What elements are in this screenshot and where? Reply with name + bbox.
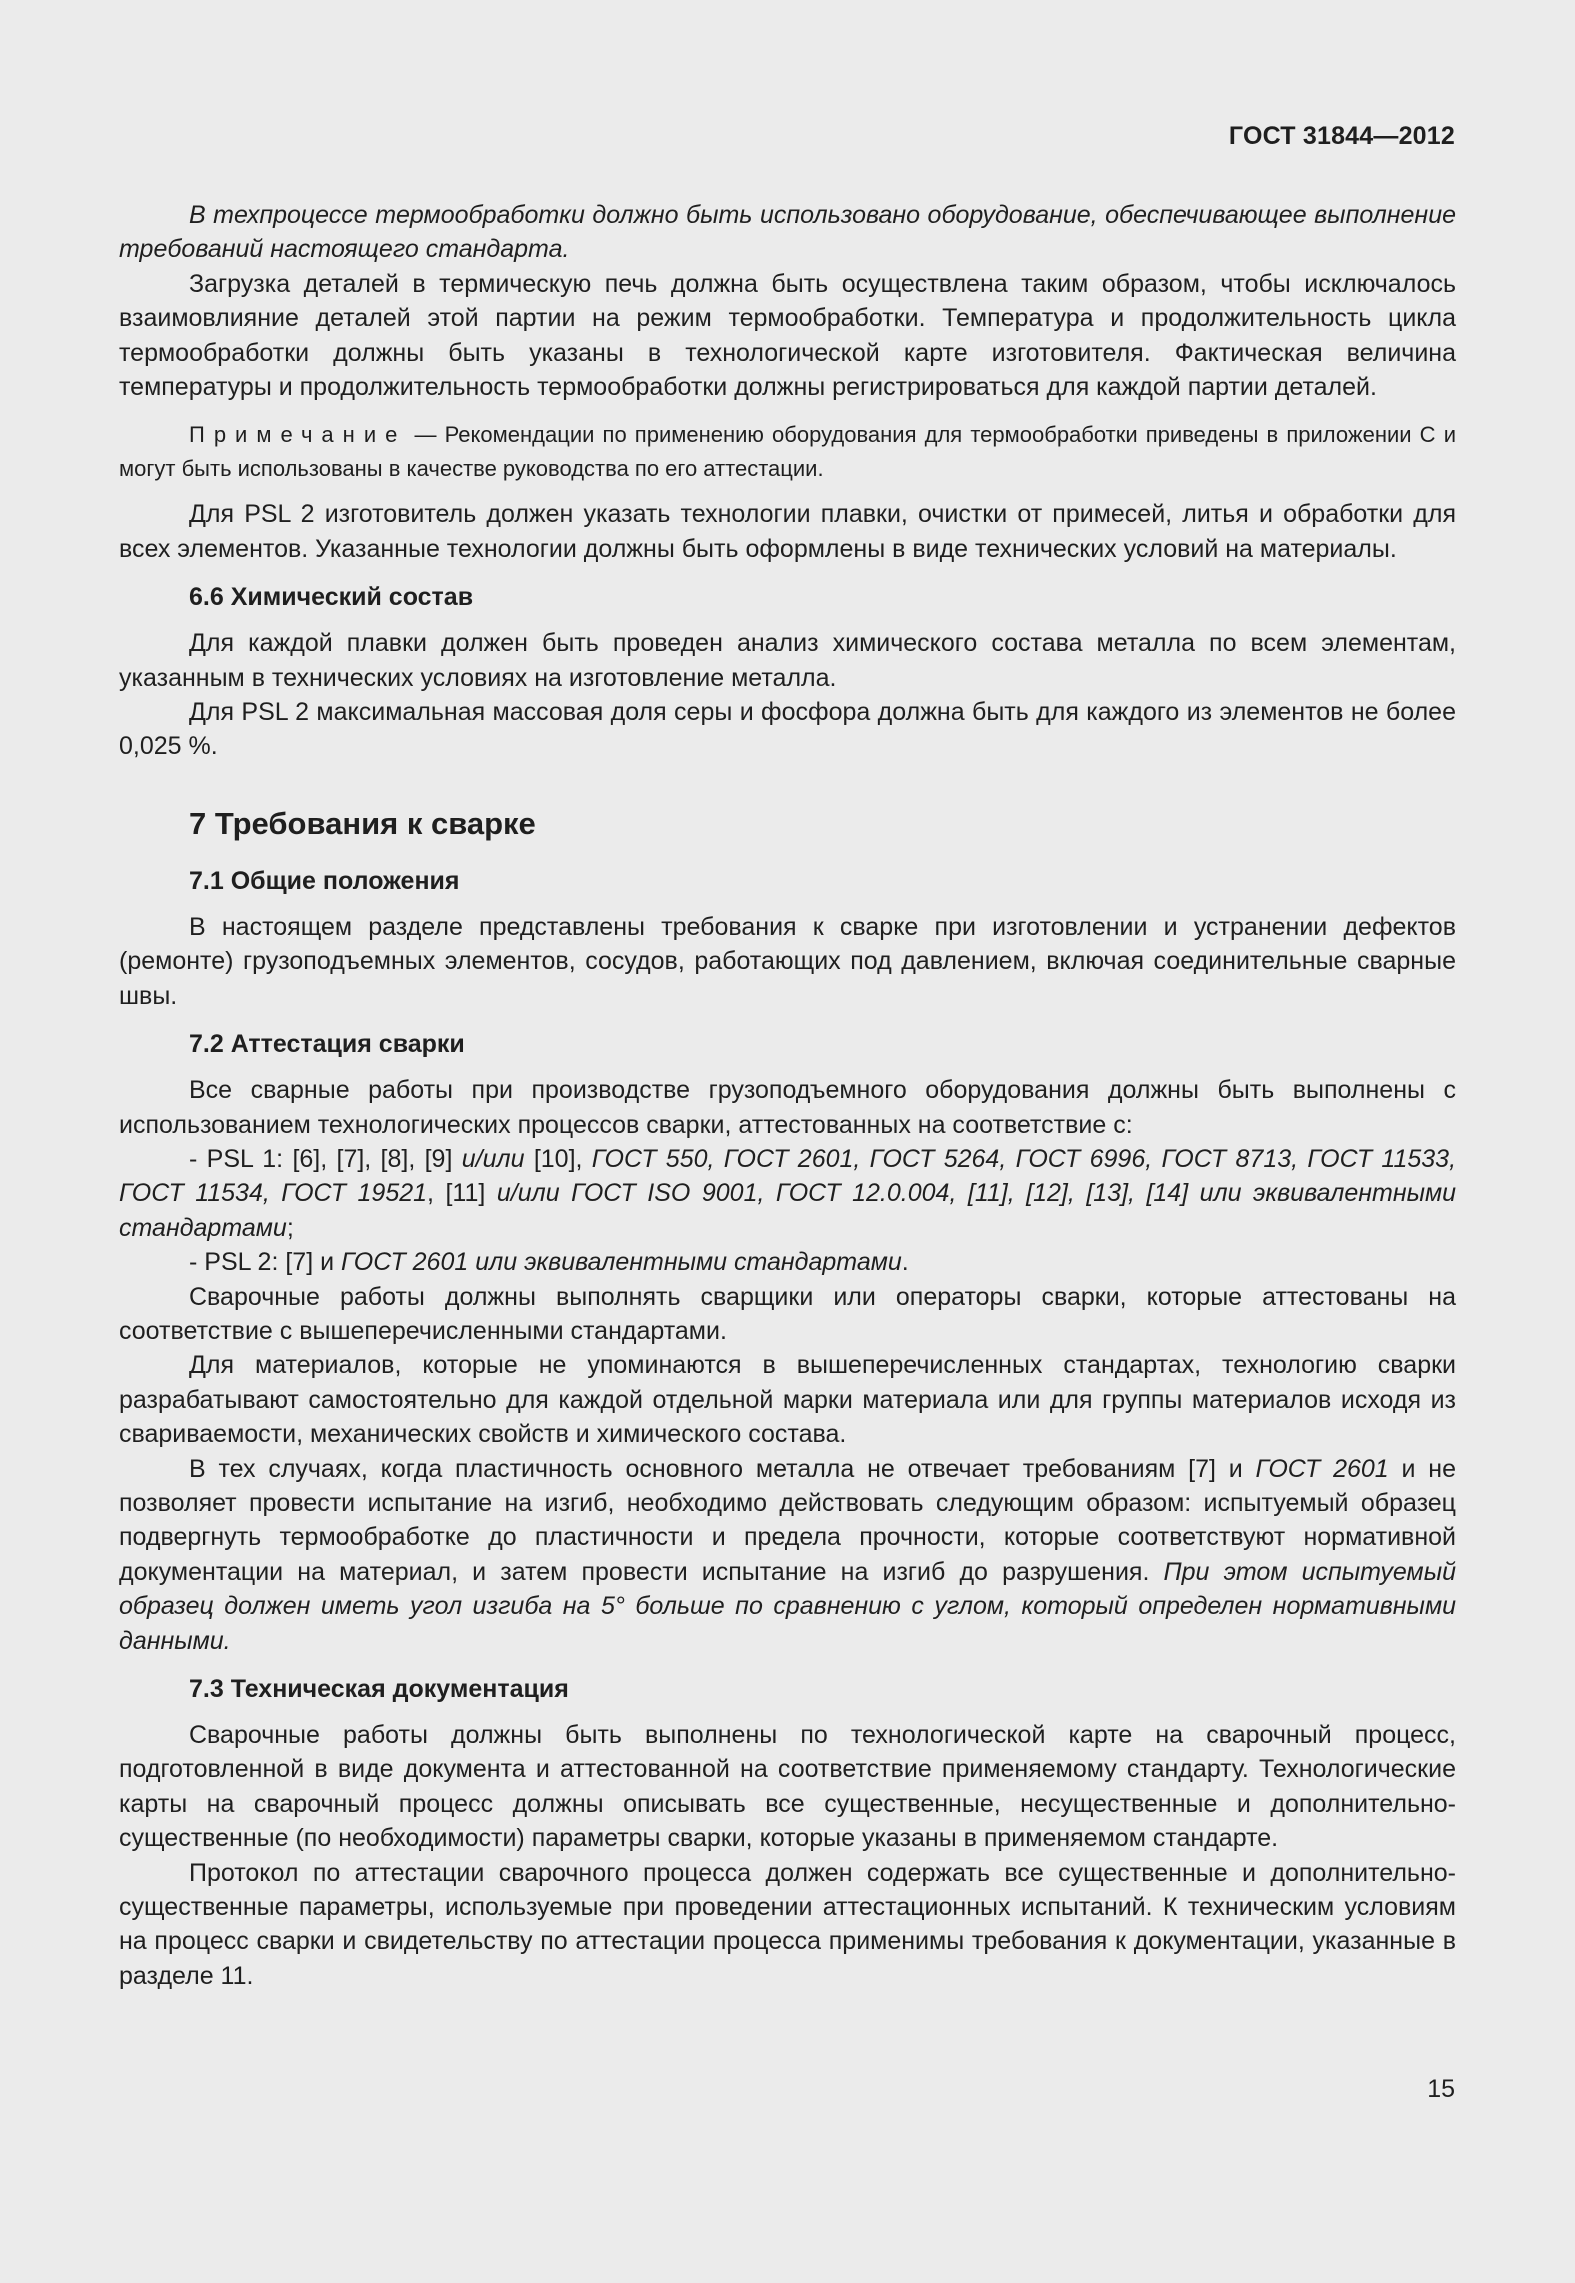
text-run: ГОСТ 2601 или эквивалентными стандартами [341, 1248, 902, 1277]
text-run: - PSL 1: [6], [7], [8], [9] [189, 1144, 462, 1173]
text-run: и/или ГОСТ ISO 9001, ГОСТ 12.0.004, [11], [12], [13], [14] или эквивалентными стандартами [119, 1179, 1457, 1242]
list-item-psl1 [119, 1142, 1456, 1245]
paragraph: Загрузка деталей в термическую печь должна быть осуществлена таким образом, чтобы исключалось взаимовлияние деталей этой партии на режим термообработки. Температура и продолжительность цикла термообработки должны быть указаны в технологической карте изготовителя. Фактическая величина температуры и продолжительность термообработки должны регистрироваться для каждой партии деталей. [119, 269, 1456, 402]
paragraph [119, 1452, 1456, 1658]
paragraph: Все сварные работы при производстве грузоподъемного оборудования должны быть выполнены с использованием технологических процессов сварки, аттестованных на соответствие с: [119, 1076, 1456, 1139]
text-run: . [901, 1248, 909, 1277]
section-heading-7-3: 7.3 Техническая документация [189, 1675, 569, 1703]
paragraph: Сварочные работы должны выполнять сварщики или операторы сварки, которые аттестованы на соответствие с вышеперечисленными стандартами. [119, 1282, 1456, 1345]
text-run: ГОСТ 550, ГОСТ 2601, ГОСТ 5264, ГОСТ 6996, ГОСТ 8713, ГОСТ 11533, ГОСТ 11534, ГОСТ 19521 [119, 1144, 1457, 1208]
section-heading-7: 7 Требования к сварке [189, 805, 536, 841]
paragraph: Для материалов, которые не упоминаются в вышеперечисленных стандартах, технологию сварки разрабатывают самостоятельно для каждой отдельной марки материала или для группы материалов исходя из свариваемости, механических свойств и химического состава. [119, 1351, 1456, 1449]
text-run: При этом испытуемый образец должен иметь угол изгиба на 5° больше по сравнению с углом, который определен нормативными данными. [119, 1557, 1456, 1655]
section-heading-6-6: 6.6 Химический состав [189, 583, 474, 612]
list-item-psl2 [119, 1245, 1456, 1279]
paragraph: В настоящем разделе представлены требования к сварке при изготовлении и устранении дефектов (ремонте) грузоподъемных элементов, сосудов, работающих под давлением, включая соединительные сварные швы. [119, 912, 1456, 1010]
paragraph: Для PSL 2 изготовитель должен указать технологии плавки, очистки от примесей, литья и обработки для всех элементов. Указанные технологии должны быть оформлены в виде технических условий на материалы. [119, 500, 1456, 563]
page-number: 15 [1427, 2075, 1455, 2103]
section-heading-7-1: 7.1 Общие положения [189, 866, 460, 895]
paragraph: Для каждой плавки должен быть проведен анализ химического состава металла по всем элементам, указанным в технических условиях на изготовление металла. [119, 629, 1456, 692]
text-run: ; [286, 1213, 294, 1242]
document-body [119, 198, 1456, 1993]
note [119, 418, 1456, 485]
text-run: , [11] [427, 1179, 497, 1208]
text-run: [10], [533, 1144, 592, 1173]
paragraph: Сварочные работы должны быть выполнены по технологической карте на сварочный процесс, подготовленной в виде документа и аттестованной на соответствие применяемому стандарту. Технологические карты на сварочный процесс должны описывать все существенные, несущественные и дополнительно-существенные (по необходимости) параметры сварки, которые указаны в применяемом стандарте. [119, 1721, 1456, 1853]
text-run: и/или [461, 1144, 534, 1173]
section-heading-7-2: 7.2 Аттестация сварки [189, 1030, 465, 1059]
text-run: ГОСТ 2601 [1255, 1454, 1389, 1483]
paragraph: Для PSL 2 максимальная массовая доля серы и фосфора должна быть для каждого из элементов не более 0,025 %. [119, 698, 1456, 761]
document-header: ГОСТ 31844—2012 [1228, 122, 1455, 150]
paragraph: Протокол по аттестации сварочного процесса должен содержать все существенные и дополнительно-существенные параметры, используемые при проведении аттестационных испытаний. К техническим условиям на процесс сварки и свидетельству по аттестации процесса применимы требования к документации, указанные в разделе 11. [119, 1858, 1456, 1990]
paragraph: В техпроцессе термообработки должно быть использовано оборудование, обеспечивающее выполнение требований настоящего стандарта. [119, 201, 1456, 264]
text-run: В тех случаях, когда пластичность основного металла не отвечает требованиям [7] и [189, 1454, 1256, 1483]
text-run: и не позволяет провести испытание на изгиб, необходимо действовать следующим образом: испытуемый образец подвергнуть термообработке до пластичности и предела прочности, которые соответствуют нормативной документации на материал, и затем провести испытание на изгиб до разрушения. [119, 1454, 1456, 1586]
text-run: - PSL 2: [7] и [189, 1248, 341, 1277]
note-text: — Рекомендации по применению оборудования для термообработки приведены в приложении С и могут быть использованы в качестве руководства по его аттестации. [119, 422, 1456, 481]
note-label: Примечание [189, 422, 407, 448]
